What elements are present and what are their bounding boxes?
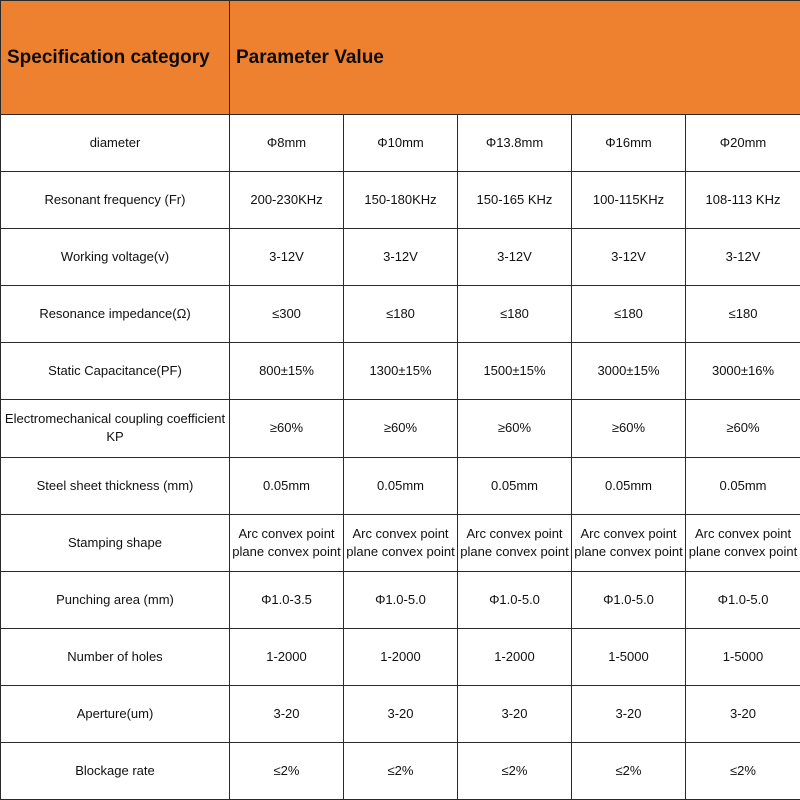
row-value: Φ13.8mm [485,135,544,151]
table-row [1,286,800,343]
row-value: 1500±15% [483,363,546,379]
row-value: ≤180 [614,306,643,322]
row-label-cell [1,628,230,685]
table-row [1,514,800,571]
row-label-cell [1,115,230,172]
row-value: Φ1.0-5.0 [603,591,654,607]
row-value-cell [458,172,572,229]
row-value: 0.05mm [491,477,538,493]
row-value-cell [458,514,572,571]
row-value-cell [572,685,686,742]
row-value: Φ16mm [605,135,652,151]
table-row [1,685,800,742]
row-value: Φ8mm [266,135,307,151]
row-value-cell [686,343,800,400]
row-value-cell [572,514,686,571]
row-value-cell [344,115,458,172]
table-row [1,400,800,457]
row-value-cell [230,343,344,400]
row-value-cell [686,172,800,229]
row-value-cell [686,685,800,742]
table-header-row [1,1,800,115]
row-value: 100-115KHz [592,192,665,208]
row-value: 0.05mm [263,477,310,493]
row-value: Φ1.0-5.0 [375,591,426,607]
row-value-cell [458,742,572,799]
row-value: 108-113 KHz [705,192,781,208]
row-value: ≤2% [273,762,300,778]
row-value-cell [344,400,458,457]
row-value: 3000±15% [597,363,660,379]
row-value: 1-2000 [494,648,535,664]
row-value-cell [686,628,800,685]
row-value-cell [572,343,686,400]
row-label: Aperture(um) [76,705,154,721]
row-value: 3-12V [497,249,532,265]
row-value: ≤180 [728,306,758,322]
row-value: 1-5000 [608,648,649,664]
table-row [1,343,800,400]
row-label-cell [1,742,230,799]
row-value-cell [572,115,686,172]
row-value-cell [686,571,800,628]
header-category-cell [1,1,230,115]
row-value-cell [458,571,572,628]
row-value: 0.05mm [605,477,652,493]
row-value-cell [572,286,686,343]
row-value-cell [344,172,458,229]
header-value-label: Parameter Value [236,46,384,68]
row-value-cell [230,229,344,286]
row-value-cell [572,571,686,628]
row-label-cell [1,400,230,457]
row-value: Φ1.0-5.0 [717,591,769,607]
row-value: 3-20 [387,705,414,721]
row-value-cell [686,457,800,514]
row-value-cell [344,571,458,628]
row-label-cell [1,229,230,286]
table-row [1,115,800,172]
row-value-cell [230,115,344,172]
row-value: 200-230KHz [250,192,323,208]
row-label: diameter [89,135,141,151]
row-value: 3-12V [383,249,418,265]
row-value-cell [458,229,572,286]
row-value: 1-2000 [380,648,421,664]
row-value-cell [230,685,344,742]
row-value-cell [458,343,572,400]
row-label: Steel sheet thickness (mm) [36,477,194,493]
row-value-cell [686,115,800,172]
row-label-cell [1,571,230,628]
row-value-cell [344,457,458,514]
row-label: Blockage rate [75,762,155,778]
row-label-cell [1,685,230,742]
row-value-cell [458,457,572,514]
row-value-cell [230,628,344,685]
row-label-cell [1,457,230,514]
table-row [1,571,800,628]
row-value: Φ1.0-5.0 [489,591,540,607]
row-value-cell [686,514,800,571]
row-value: ≤2% [615,762,642,778]
row-label: Punching area (mm) [56,591,174,607]
row-value: 150-180KHz [364,192,437,208]
table-row [1,229,800,286]
row-value-cell [686,400,800,457]
header-value-cell [230,1,800,115]
row-value: 1-5000 [722,648,764,664]
row-label-cell [1,172,230,229]
header-category-label: Specification category [7,46,210,68]
row-value-cell [344,286,458,343]
row-value-cell [458,685,572,742]
row-value-cell [572,172,686,229]
row-value: 0.05mm [377,477,424,493]
row-label: Electromechanical coupling coefficient KP [4,411,226,445]
row-value: 3-20 [615,705,642,721]
row-label: Number of holes [67,648,163,664]
row-value: Arc convex point plane convex point [346,525,455,559]
row-value-cell [230,742,344,799]
row-value-cell [230,286,344,343]
row-value-cell [572,628,686,685]
row-value-cell [686,286,800,343]
row-value-cell [230,400,344,457]
row-value-cell [230,172,344,229]
row-value: ≥60% [497,420,532,436]
row-label: Stamping shape [68,534,162,550]
row-label-cell [1,514,230,571]
row-value: 3000±16% [711,363,775,379]
row-value-cell [572,400,686,457]
row-value: 1300±15% [369,363,432,379]
row-value-cell [458,400,572,457]
row-value: 3-20 [729,705,757,721]
row-value: ≤2% [501,762,528,778]
row-value-cell [230,571,344,628]
row-value-cell [230,514,344,571]
row-value: Arc convex point plane convex point [688,525,798,559]
row-value: 3-12V [269,249,304,265]
row-label: Static Capacitance(PF) [48,363,182,379]
row-value-cell [344,628,458,685]
row-value-cell [344,685,458,742]
row-value: ≤180 [386,306,415,322]
row-value-cell [344,742,458,799]
table-row [1,457,800,514]
row-value: Φ1.0-3.5 [261,591,312,607]
row-value: 0.05mm [719,477,767,493]
row-value: 3-12V [725,249,761,265]
row-value: ≤2% [387,762,414,778]
row-value-cell [344,514,458,571]
row-value: ≥60% [383,420,418,436]
row-value: Φ10mm [377,135,424,151]
row-value: ≥60% [726,420,760,436]
table-row [1,628,800,685]
row-value: 3-20 [501,705,528,721]
row-value: Arc convex point plane convex point [232,525,341,559]
row-value-cell [344,229,458,286]
row-value-cell [458,115,572,172]
row-label: Working voltage(v) [60,249,170,265]
row-value: ≥60% [611,420,646,436]
row-label: Resonant frequency (Fr) [44,192,186,208]
table-row [1,742,800,799]
row-label-cell [1,286,230,343]
row-value-cell [458,286,572,343]
row-value-cell [572,742,686,799]
row-value: ≤2% [730,762,756,778]
row-value: 1-2000 [266,648,307,664]
row-value-cell [458,628,572,685]
row-label-cell [1,343,230,400]
row-value: Arc convex point plane convex point [460,525,569,559]
row-value-cell [572,457,686,514]
row-value-cell [230,457,344,514]
row-value: ≤180 [500,306,529,322]
row-value-cell [686,742,800,799]
row-value-cell [686,229,800,286]
row-value: Φ20mm [719,135,767,151]
row-value: 3-12V [611,249,646,265]
row-value-cell [572,229,686,286]
row-value: ≤300 [272,306,301,322]
row-value: Arc convex point plane convex point [574,525,683,559]
row-value: ≥60% [269,420,304,436]
row-value: 150-165 KHz [476,192,553,208]
row-value: 800±15% [259,363,314,379]
table-row [1,172,800,229]
row-value-cell [344,343,458,400]
row-label: Resonance impedance(Ω) [39,306,191,322]
row-value: 3-20 [273,705,300,721]
